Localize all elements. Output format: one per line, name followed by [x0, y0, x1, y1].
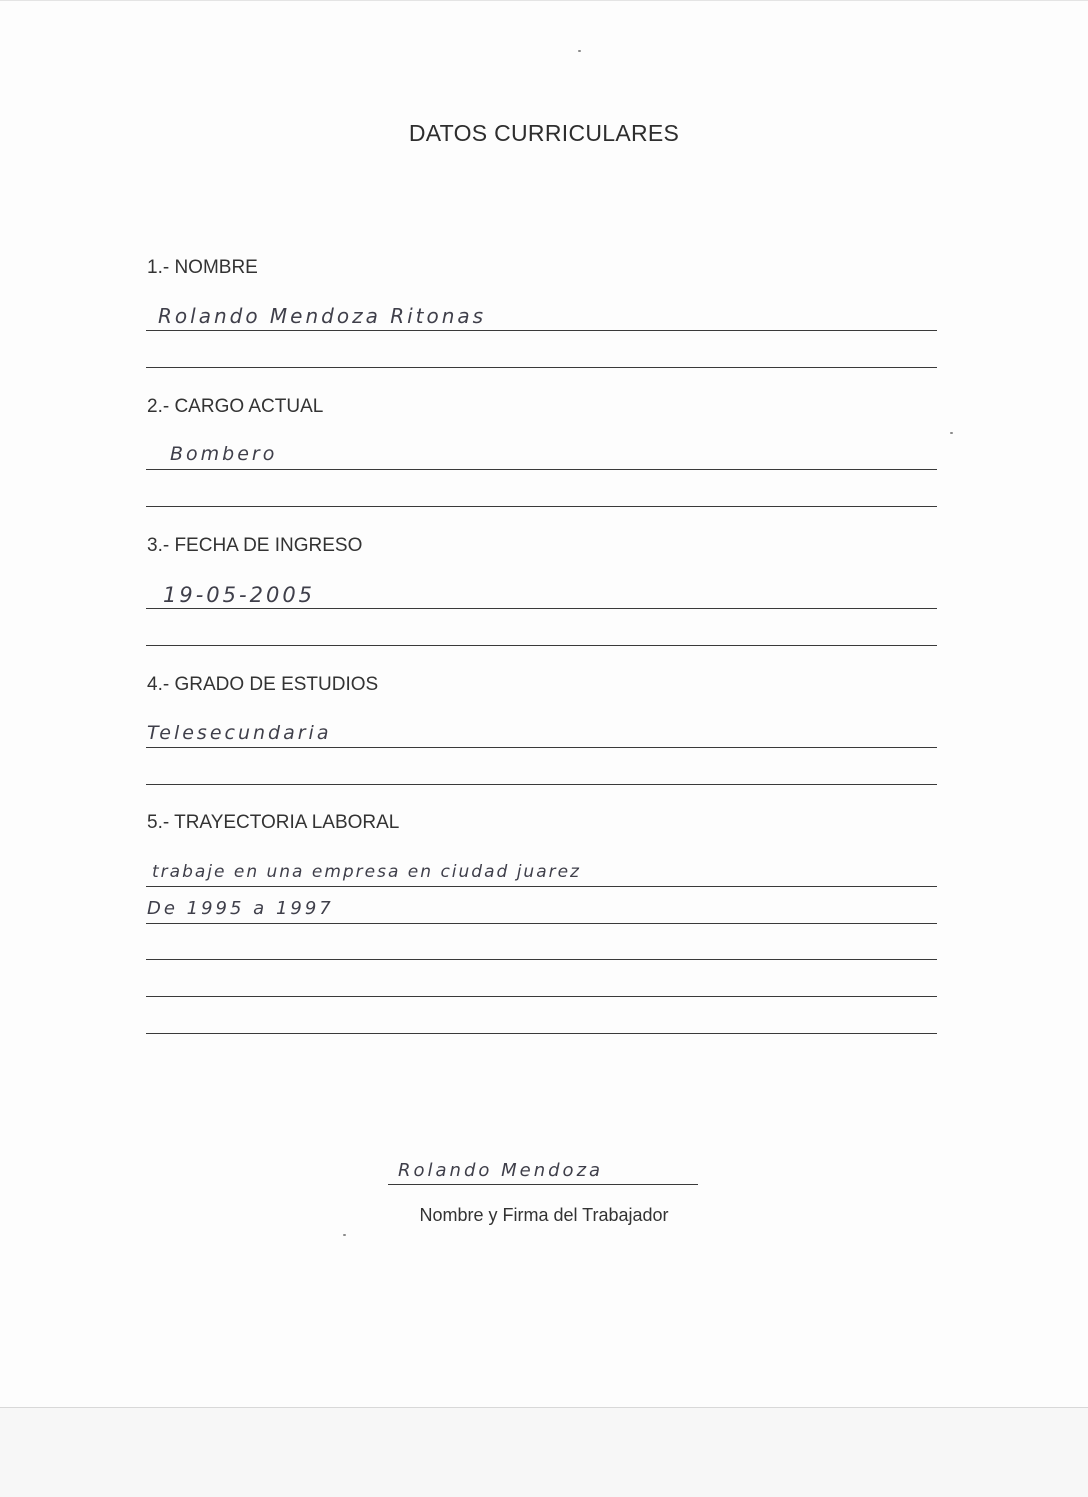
page-top-edge — [0, 0, 1088, 1]
answer-line-trayectoria-1 — [146, 886, 937, 887]
handwritten-answer-nombre: Rolando Mendoza Ritonas — [158, 304, 487, 328]
answer-line-grado-1 — [146, 747, 937, 748]
scanner-background — [0, 1408, 1088, 1497]
answer-line-nombre-1 — [146, 330, 937, 331]
answer-line-trayectoria-2 — [146, 923, 937, 924]
answer-line-cargo-1 — [146, 469, 937, 470]
field-label-fecha-ingreso: 3.- FECHA DE INGRESO — [147, 535, 363, 556]
scan-speck — [578, 50, 581, 52]
handwritten-signature: Rolando Mendoza — [398, 1160, 604, 1181]
field-label-grado-estudios: 4.- GRADO DE ESTUDIOS — [147, 674, 379, 695]
answer-line-trayectoria-3 — [146, 959, 937, 960]
answer-line-fecha-2 — [146, 645, 937, 646]
answer-line-cargo-2 — [146, 506, 937, 507]
scan-speck — [343, 1234, 346, 1236]
answer-line-nombre-2 — [146, 367, 937, 368]
field-label-trayectoria-laboral: 5.- TRAYECTORIA LABORAL — [147, 812, 400, 833]
answer-line-trayectoria-4 — [146, 996, 937, 997]
answer-line-grado-2 — [146, 784, 937, 785]
scan-speck — [950, 432, 953, 434]
signature-line — [388, 1184, 698, 1185]
handwritten-answer-trayectoria-2: De 1995 a 1997 — [147, 898, 334, 919]
field-label-cargo-actual: 2.- CARGO ACTUAL — [147, 396, 324, 417]
handwritten-answer-cargo-actual: Bombero — [170, 443, 278, 465]
answer-line-fecha-1 — [146, 608, 937, 609]
document-title: DATOS CURRICULARES — [408, 120, 680, 146]
handwritten-answer-trayectoria-1: trabaje en una empresa en ciudad juarez — [152, 862, 581, 882]
signature-caption: Nombre y Firma del Trabajador — [419, 1205, 669, 1225]
field-label-nombre: 1.- NOMBRE — [147, 257, 258, 278]
handwritten-answer-fecha-ingreso: 19-05-2005 — [163, 583, 316, 607]
handwritten-answer-grado-estudios: Telesecundaria — [147, 722, 332, 744]
answer-line-trayectoria-5 — [146, 1033, 937, 1034]
